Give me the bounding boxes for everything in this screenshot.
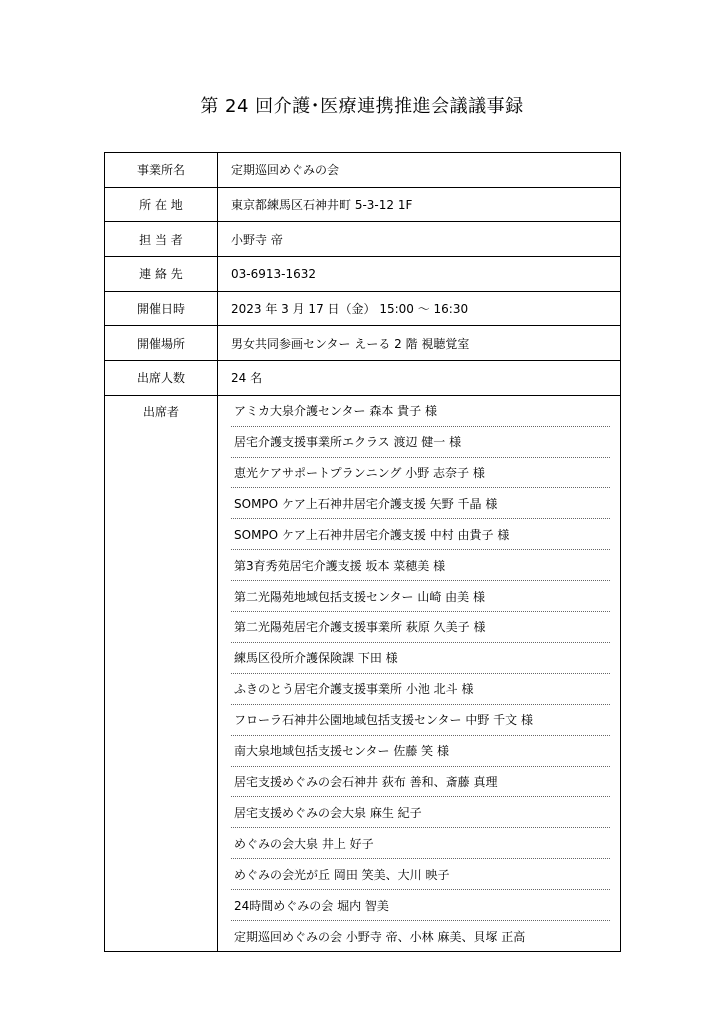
attendee-item: 24時間めぐみの会 堀内 智美 (231, 890, 610, 921)
attendee-item: 居宅介護支援事業所エクラス 渡辺 健一 様 (231, 427, 610, 458)
attendee-item: めぐみの会大泉 井上 好子 (231, 828, 610, 859)
info-row-office (105, 153, 620, 188)
document-title: 第 24 回介護･医療連携推進会議議事録 (200, 96, 524, 117)
info-row-venue (105, 326, 620, 361)
attendee-item: 練馬区役所介護保険課 下田 様 (231, 643, 610, 674)
person-in-charge-value: 小野寺 帝 (231, 232, 283, 247)
attendee-item: 第二光陽苑居宅介護支援事業所 萩原 久美子 様 (231, 612, 610, 643)
attendees-list (218, 396, 620, 952)
attendee-item: 南大泉地域包括支援センター 佐藤 笑 様 (231, 736, 610, 767)
info-row-datetime (105, 292, 620, 327)
attendee-item: めぐみの会光が丘 岡田 笑美、大川 映子 (231, 859, 610, 890)
attendance-count-value: 24 名 (231, 371, 263, 386)
attendee-item: SOMPO ケア上石神井居宅介護支援 矢野 千晶 様 (231, 488, 610, 519)
datetime-label: 開催日時 (105, 292, 218, 326)
contact-value: 03-6913-1632 (231, 266, 317, 281)
datetime-value: 2023 年 3 月 17 日（金） 15:00 ～ 16:30 (231, 302, 469, 317)
attendee-item: SOMPO ケア上石神井居宅介護支援 中村 由貴子 様 (231, 519, 610, 550)
attendee-item: フローラ石神井公園地域包括支援センター 中野 千文 様 (231, 705, 610, 736)
attendee-item: アミカ大泉介護センター 森本 貴子 様 (231, 396, 610, 427)
attendance-count-label: 出席人数 (105, 361, 218, 395)
attendee-item: 恵光ケアサポートプランニング 小野 志奈子 様 (231, 458, 610, 489)
info-row-address (105, 188, 620, 223)
office-name-value: 定期巡回めぐみの会 (231, 163, 340, 178)
attendees-row (105, 396, 620, 952)
attendee-item: 居宅支援めぐみの会石神井 荻布 善和、斎藤 真理 (231, 767, 610, 798)
attendee-item: 居宅支援めぐみの会大泉 麻生 紀子 (231, 797, 610, 828)
attendee-item: 定期巡回めぐみの会 小野寺 帝、小林 麻美、貝塚 正高 (234, 929, 526, 944)
office-name-label: 事業所名 (105, 153, 218, 187)
contact-label: 連 絡 先 (105, 257, 218, 291)
venue-label: 開催場所 (105, 326, 218, 360)
minutes-table (104, 152, 621, 952)
attendee-item: 第二光陽苑地域包括支援センター 山崎 由美 様 (231, 581, 610, 612)
address-value: 東京都練馬区石神井町 5-3-12 1F (231, 198, 413, 213)
info-row-person (105, 222, 620, 257)
attendee-item: 第3育秀苑居宅介護支援 坂本 菜穂美 様 (231, 550, 610, 581)
venue-value: 男女共同参画センター えーる 2 階 視聴覚室 (231, 336, 470, 351)
attendee-item: ふきのとう居宅介護支援事業所 小池 北斗 様 (231, 674, 610, 705)
info-row-contact (105, 257, 620, 292)
info-row-attendance (105, 361, 620, 396)
attendees-label: 出席者 (105, 396, 218, 952)
address-label: 所 在 地 (105, 188, 218, 222)
person-in-charge-label: 担 当 者 (105, 222, 218, 256)
